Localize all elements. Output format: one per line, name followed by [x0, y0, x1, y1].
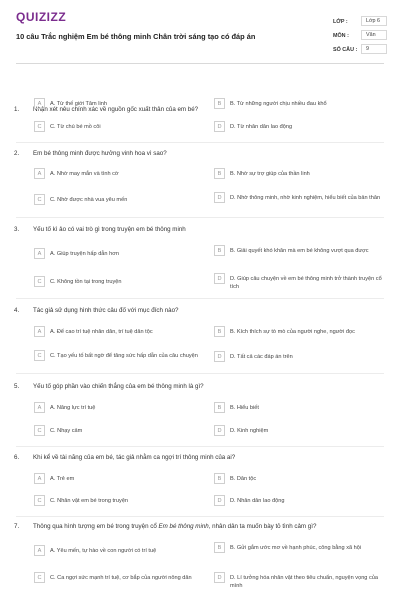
option-text: A. Giúp truyện hấp dẫn hơn: [50, 251, 119, 257]
question-number: 1.: [14, 106, 20, 113]
option-letter-box: B: [214, 168, 225, 179]
option-c[interactable]: [34, 194, 209, 207]
option-text: D. Giúp câu chuyện về em bé thông minh trở thành truyện cổ tích: [230, 276, 382, 290]
option-letter-box: B: [214, 326, 225, 337]
question-divider: [16, 516, 384, 517]
option-a[interactable]: [34, 168, 209, 181]
option-d[interactable]: [214, 572, 389, 589]
option-letter-box: C: [34, 425, 45, 436]
option-letter-box: A: [34, 326, 45, 337]
option-text: C. Từ chú bé mồ côi: [50, 124, 101, 130]
question-divider: [16, 298, 384, 299]
option-text: B. Nhờ sự trợ giúp của thần linh: [230, 171, 310, 177]
option-c[interactable]: [34, 350, 209, 363]
subject-value: Văn: [361, 30, 387, 40]
option-letter-box: B: [214, 402, 225, 413]
question-divider: [16, 373, 384, 374]
option-letter-box: B: [214, 245, 225, 256]
option-letter-box: C: [34, 495, 45, 506]
question-text: Yếu tố góp phần vào chiến thắng của em bé thông minh là gì?: [33, 383, 204, 390]
option-letter-box: D: [214, 351, 225, 362]
option-letter-box: D: [214, 495, 225, 506]
question-number: 5.: [14, 383, 20, 390]
option-d[interactable]: [214, 495, 389, 508]
option-d[interactable]: [214, 121, 389, 134]
option-c[interactable]: [34, 425, 209, 438]
option-text: B. Giải quyết khó khăn mà em bé không vượt qua được: [230, 248, 369, 254]
option-d[interactable]: [214, 351, 389, 364]
option-d[interactable]: [214, 273, 389, 290]
option-letter-box: D: [214, 273, 225, 284]
option-text: D. Lí tưởng hóa nhân vật theo tiêu chuẩn, nguyện vọng của mình: [230, 575, 378, 589]
quizizz-logo: QUIZIZZ: [16, 10, 67, 24]
worksheet-title: 10 câu Trắc nghiệm Em bé thông minh Chân trời sáng tạo có đáp án: [16, 32, 256, 41]
option-letter-box: D: [214, 425, 225, 436]
question-text: Yếu tố kì ảo có vai trò gì trong truyện em bé thông minh: [33, 226, 186, 233]
option-b[interactable]: [214, 98, 389, 111]
question-number: 2.: [14, 150, 20, 157]
option-text: C. Tạo yếu tố bất ngờ để tăng sức hấp dẫn của câu chuyện: [50, 353, 198, 359]
option-text: D. Từ nhân dân lao động: [230, 124, 293, 130]
question-number: 4.: [14, 307, 20, 314]
question-count-label: SỐ CÂU :: [333, 47, 358, 53]
question-text: Tác giả sử dụng hình thức câu đố với mục đích nào?: [33, 307, 179, 314]
option-a[interactable]: [34, 402, 209, 415]
option-letter-box: A: [34, 168, 45, 179]
option-b[interactable]: [214, 245, 389, 258]
option-letter-box: C: [34, 121, 45, 132]
option-text: A. Năng lực trí tuệ: [50, 405, 96, 411]
option-text: A. Trẻ em: [50, 476, 75, 482]
question-divider: [16, 446, 384, 447]
option-text: C. Nhạy cảm: [50, 428, 83, 434]
question-number: 6.: [14, 454, 20, 461]
option-b[interactable]: [214, 326, 389, 339]
option-text: A. Từ thế giới Tâm linh: [50, 101, 107, 107]
option-text: D. Nhân dân lao động: [230, 498, 285, 504]
option-c[interactable]: [34, 495, 209, 508]
option-text: D. Nhờ thông minh, nhờ kinh nghiệm, hiểu biết của bản thân: [230, 195, 381, 201]
option-b[interactable]: [214, 402, 389, 415]
question-text: Nhận xét nêu chính xác về nguồn gốc xuất thân của em bé?: [33, 106, 199, 113]
question-text-start: Thông qua hình tượng em bé trong truyện cổ: [33, 523, 159, 530]
option-letter-box: A: [34, 248, 45, 259]
option-text: B. Gửi gắm ước mơ về hạnh phúc, công bằng xã hội: [230, 545, 362, 551]
question-number: 7.: [14, 523, 20, 530]
option-a[interactable]: [34, 473, 209, 486]
question-text: [33, 523, 383, 530]
header-divider: [16, 63, 384, 64]
option-text: C. Không tồn tại trong truyện: [50, 279, 122, 285]
option-c[interactable]: [34, 121, 209, 134]
question-count-value: 9: [361, 44, 387, 54]
option-letter-box: C: [34, 572, 45, 583]
option-b[interactable]: [214, 542, 389, 555]
option-b[interactable]: [214, 473, 389, 486]
option-letter-box: D: [214, 192, 225, 203]
option-text: D. Tất cả các đáp án trên: [230, 354, 293, 360]
question-divider: [16, 142, 384, 143]
worksheet-header: [0, 0, 400, 62]
option-letter-box: B: [214, 473, 225, 484]
option-text: C. Nhờ được nhà vua yêu mến: [50, 197, 128, 203]
option-letter-box: D: [214, 572, 225, 583]
option-a[interactable]: [34, 545, 209, 558]
grade-value: Lớp 6: [361, 16, 387, 26]
option-letter-box: C: [34, 194, 45, 205]
option-text: B. Dân tộc: [230, 476, 257, 482]
option-a[interactable]: [34, 248, 209, 261]
grade-label: LỚP :: [333, 19, 348, 25]
option-d[interactable]: [214, 425, 389, 438]
question-text-end: , nhân dân ta muốn bày tỏ tình cảm gì?: [208, 523, 317, 530]
option-letter-box: D: [214, 121, 225, 132]
question-text: Khi kể về tài năng của em bé, tác giả nhằm ca ngợi trí thông minh của ai?: [33, 454, 236, 461]
option-letter-box: A: [34, 473, 45, 484]
question-text: Em bé thông minh được hưởng vinh hoa vì sao?: [33, 150, 167, 157]
option-a[interactable]: [34, 326, 209, 339]
option-c[interactable]: [34, 276, 209, 289]
subject-label: MÔN :: [333, 33, 349, 39]
option-text: A. Nhờ may mắn và tình cờ: [50, 171, 119, 177]
option-text: B. Kích thích sự tò mò của người nghe, người đọc: [230, 329, 355, 335]
story-title: Em bé thông minh: [158, 523, 209, 530]
option-c[interactable]: [34, 572, 209, 585]
option-text: B. Từ những người chịu nhiều đau khổ: [230, 101, 327, 107]
option-text: A. Yêu mến, tự hào về con người có trí tuệ: [50, 548, 157, 554]
option-text: A. Để cao trí tuệ nhân dân, trí tuệ dân tộc: [50, 329, 153, 335]
question-divider: [16, 217, 384, 218]
option-text: C. Ca ngợi sức mạnh trí tuệ, cơ bắp của người nông dân: [50, 575, 192, 581]
option-a[interactable]: [34, 98, 209, 111]
option-text: D. Kinh nghiệm: [230, 428, 269, 434]
question-number: 3.: [14, 226, 20, 233]
option-letter-box: A: [34, 98, 45, 109]
option-letter-box: A: [34, 545, 45, 556]
option-letter-box: B: [214, 542, 225, 553]
option-letter-box: C: [34, 276, 45, 287]
option-letter-box: A: [34, 402, 45, 413]
option-text: C. Nhân vật em bé trong truyện: [50, 498, 129, 504]
option-d[interactable]: [214, 192, 389, 205]
option-text: B. Hiểu biết: [230, 405, 259, 411]
option-letter-box: B: [214, 98, 225, 109]
option-b[interactable]: [214, 168, 389, 181]
option-letter-box: C: [34, 350, 45, 361]
